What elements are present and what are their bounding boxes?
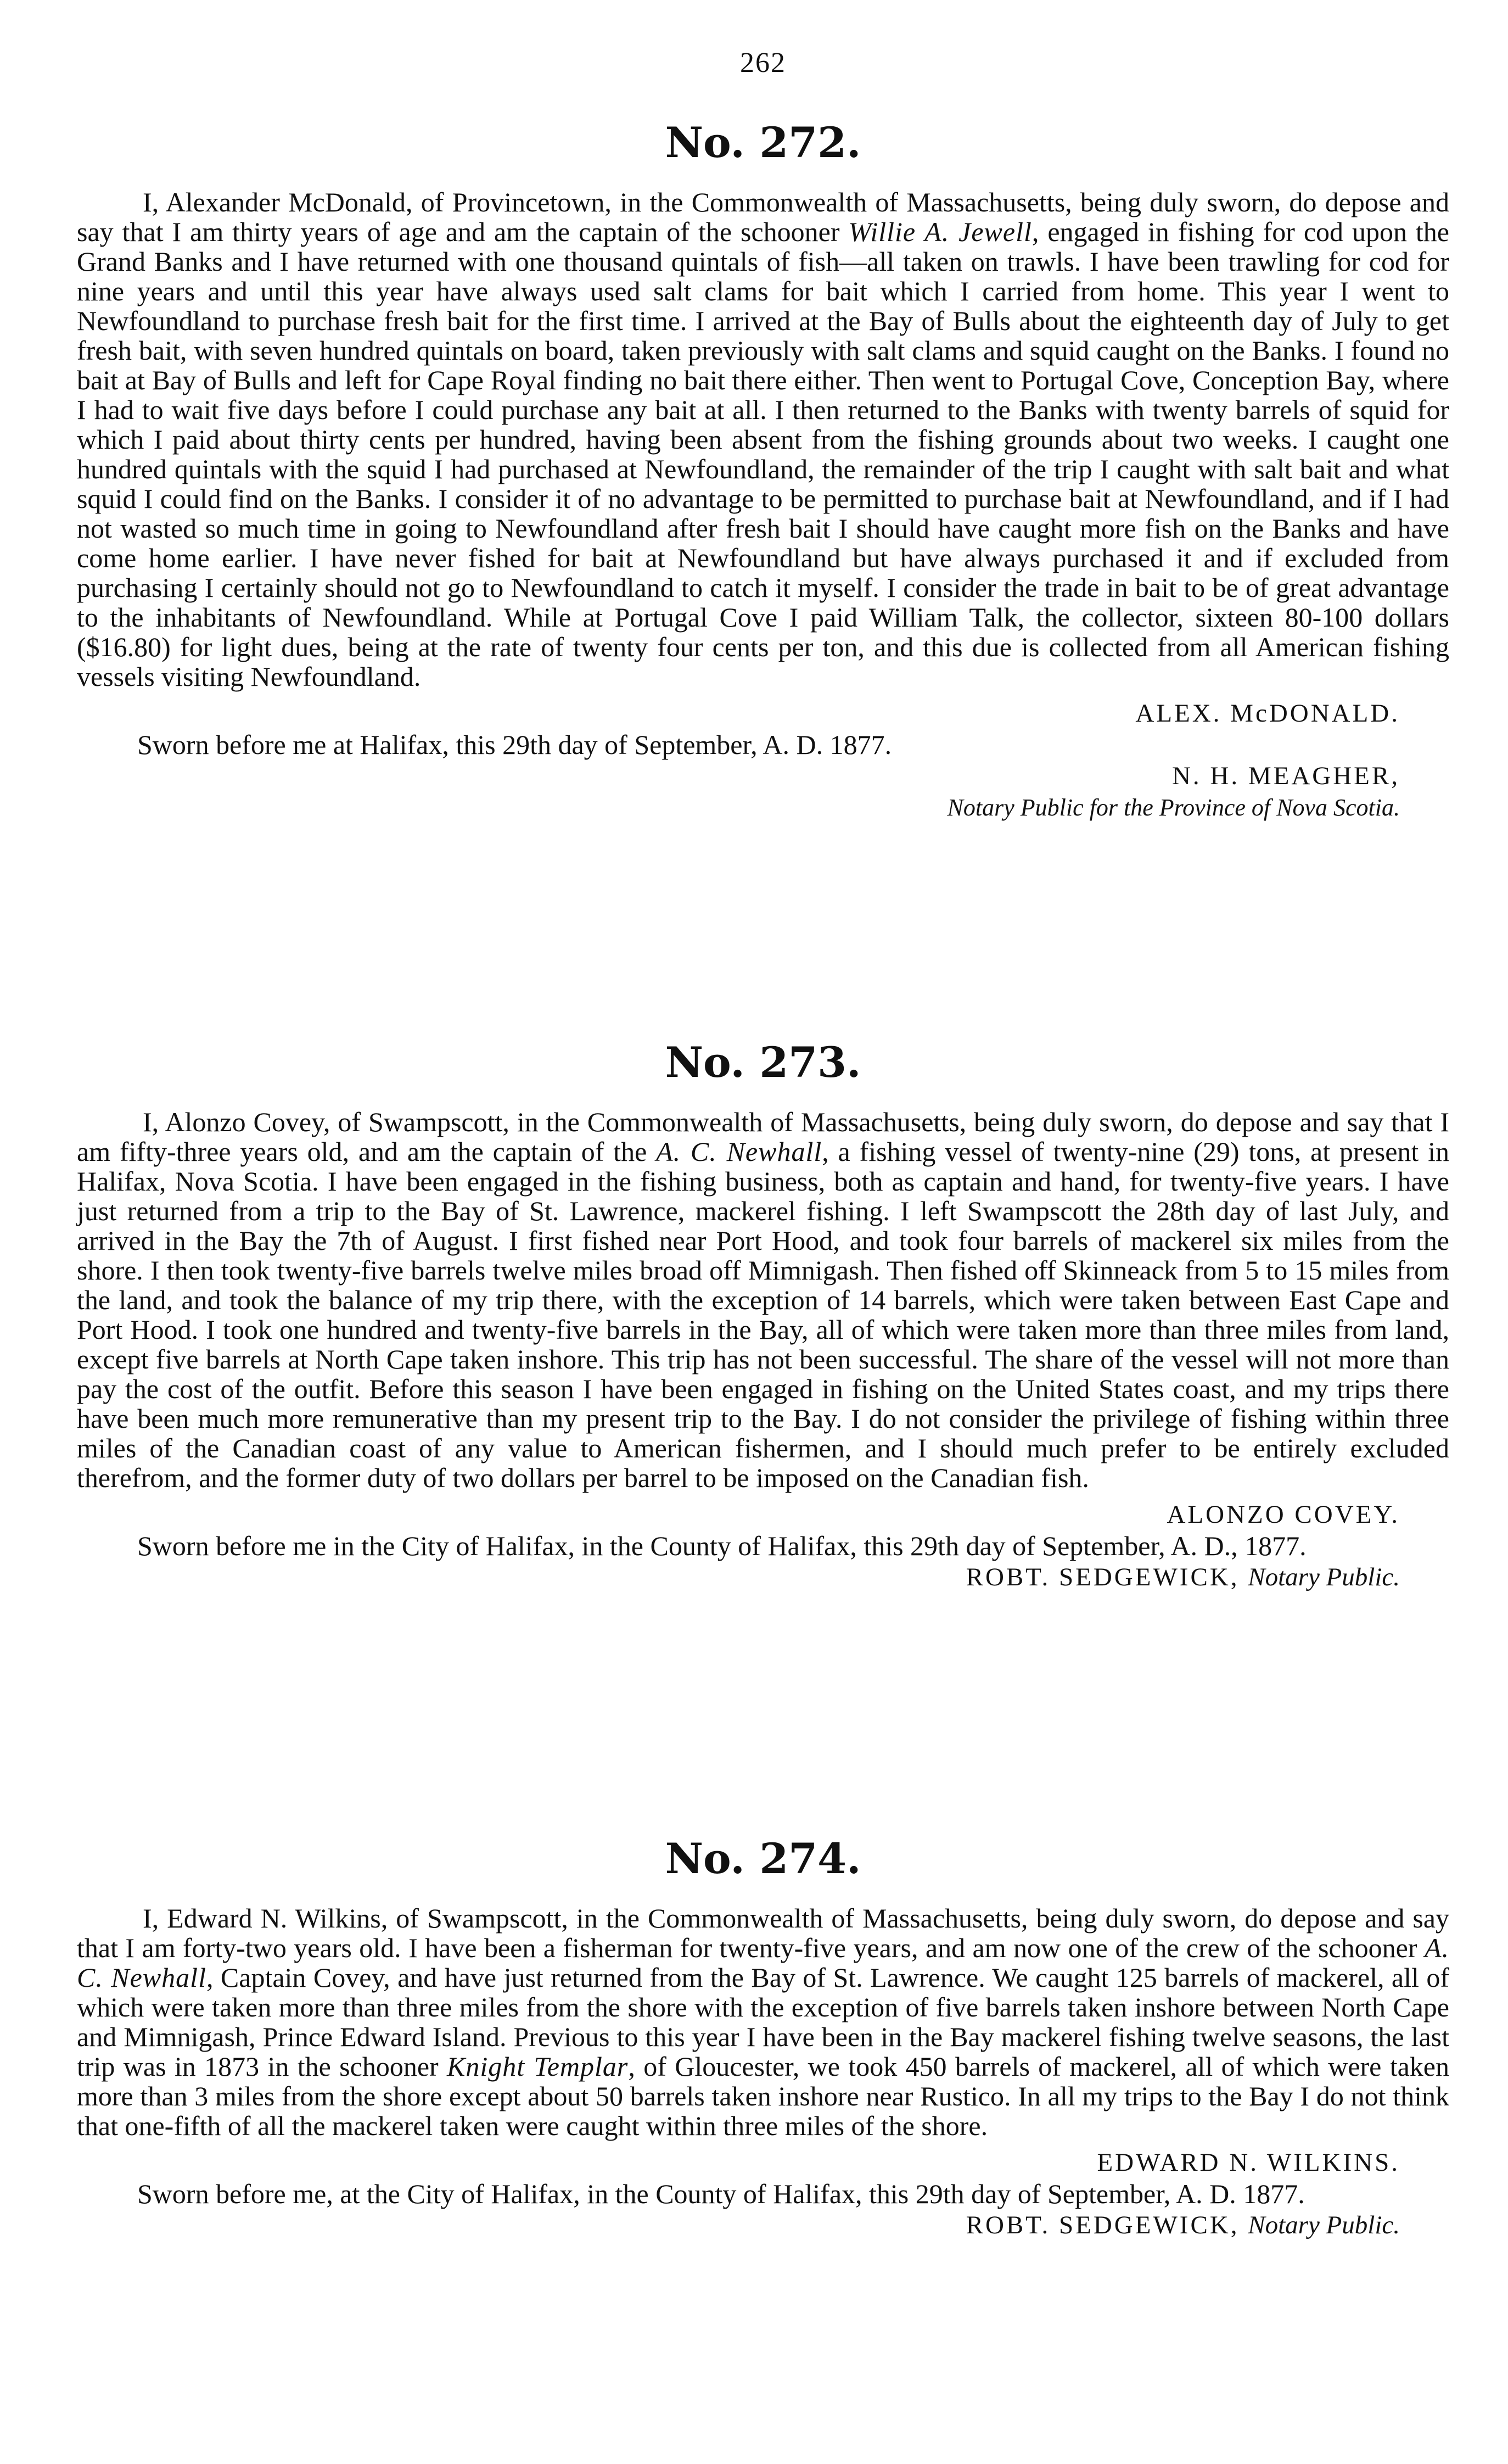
vessel-name: Knight Templar (447, 2051, 629, 2082)
signer-name: ALEX. McDONALD. (1135, 699, 1400, 728)
signer-name: ALONZO COVEY. (1167, 1500, 1400, 1529)
body-text-segment: , Captain Covey, and have just returned from the Bay of St. Lawrence. We caught 125 barrels of mackerel, all of which were taken more than three miles from the shore with the exception of five barrels taken inshore between North Cape and Mimnigash, Prince Edward Island. Previous to this year I have been in the Bay mackerel fishing twelve seasons, the last trip was in 1873 in the schooner (77, 1962, 1449, 2082)
affidavit-272 (77, 113, 1449, 823)
sworn-statement: Sworn before me at Halifax, this 29th day of September, A. D. 1877. (137, 729, 892, 760)
affidavit-body (77, 187, 1449, 691)
affidavit-heading: No. 273. (665, 1038, 861, 1087)
body-text-segment: I, Alexander McDonald, of Provincetown, in the Commonwealth of Massachusetts, being duly sworn, do depose and say that I am thirty years of age and am the captain of the schooner (77, 187, 1449, 247)
notary-name-text: ROBT. SEDGEWICK, (966, 2211, 1240, 2239)
body-text-segment: , of Gloucester, we took 450 barrels of mackerel, all of which were taken more than 3 miles from the shore except about 50 barrels taken inshore near Rustico. In all my trips to the Bay I do not think that one-fifth of all the mackerel taken were caught within three miles of the shore. (77, 2051, 1449, 2141)
affidavit-274 (77, 1829, 1449, 2242)
notary-title: Notary Public. (1248, 2211, 1400, 2239)
affidavit-body (77, 1107, 1449, 1493)
vessel-name: A. C. Newhall (656, 1136, 822, 1167)
sworn-statement: Sworn before me in the City of Halifax, in the County of Halifax, this 29th day of September, A. D., 1877. (137, 1530, 1307, 1561)
affidavit-heading: No. 274. (665, 1834, 861, 1883)
vessel-name: A. C. Newhall (77, 1932, 1449, 1993)
body-text-segment: I, Alonzo Covey, of Swampscott, in the Commonwealth of Massachusetts, being duly sworn, do depose and say that I am fifty-three years old, and am the captain of the (77, 1107, 1449, 1167)
body-text-segment: I, Edward N. Wilkins, of Swampscott, in the Commonwealth of Massachusetts, being duly sworn, do depose and say that I am forty-two years old. I have been a fisherman for twenty-five years, and am now one of the crew of the schooner (77, 1903, 1449, 1963)
notary-name: N. H. MEAGHER, (1171, 762, 1400, 790)
signer-name: EDWARD N. WILKINS. (1097, 2148, 1400, 2177)
affidavit-273 (77, 1032, 1449, 1594)
notary-name (77, 1561, 1449, 1594)
notary-title: Notary Public for the Province of Nova Scotia. (947, 794, 1400, 821)
vessel-name: Willie A. Jewell (848, 216, 1032, 247)
affidavit-body (77, 1903, 1449, 2141)
body-text-segment: , a fishing vessel of twenty-nine (29) tons, at present in Halifax, Nova Scotia. I have been engaged in the fishing business, both as captain and hand, for twenty-five years. I have just returned from a trip to the Bay of St. Lawrence, mackerel fishing. I left Swampscott the 28th day of last July, and arrived in the Bay the 7th of August. I first fished near Port Hood, and took four barrels of mackerel six miles from the shore. I then took twenty-five barrels twelve miles broad off Mimnigash. Then fished off Skinneack from 5 to 15 miles from the land, and took the balance of my trip there, with the exception of 14 barrels, which were taken between East Cape and Port Hood. I took one hundred and twenty-five barrels in the Bay, all of which were taken more than three miles from land, except five barrels at North Cape taken inshore. This trip has not been successful. The share of the vessel will not more than pay the cost of the outfit. Before this season I have been engaged in fishing on the United States coast, and my trips there have been much more remunerative than my present trip to the Bay. I do not consider the privilege of fishing within three miles of the Canadian coast of any value to American fishermen, and I should much prefer to be entirely excluded therefrom, and the former duty of two dollars per barrel to be imposed on the Canadian fish. (77, 1136, 1449, 1493)
page-number: 262 (740, 47, 786, 79)
notary-name-text: ROBT. SEDGEWICK, (966, 1563, 1240, 1591)
notary-title: Notary Public. (1248, 1563, 1400, 1591)
notary-name (77, 2209, 1449, 2242)
affidavit-heading: No. 272. (665, 118, 861, 167)
body-text-segment: , engaged in fishing for cod upon the Grand Banks and I have returned with one thousand quintals of fish—all taken on trawls. I have been trawling for cod for nine years and until this year have always used salt clams for bait which I carried from home. This year I went to Newfoundland to purchase fresh bait for the first time. I arrived at the Bay of Bulls about the eighteenth day of July to get fresh bait, with seven hundred quintals on board, taken previously with salt clams and squid caught on the Banks. I found no bait at Bay of Bulls and left for Cape Royal finding no bait there either. Then went to Portugal Cove, Conception Bay, where I had to wait five days before I could purchase any bait at all. I then returned to the Banks with twenty barrels of squid for which I paid about thirty cents per hundred, having been absent from the fishing grounds about two weeks. I caught one hundred quintals with the squid I had purchased at Newfoundland, the remainder of the trip I caught with salt bait and what squid I could find on the Banks. I consider it of no advantage to be permitted to purchase bait at Newfoundland, and if I had not wasted so much time in going to Newfoundland after fresh bait I should have caught more fish on the Banks and have come home earlier. I have never fished for bait at Newfoundland but have always purchased it and if excluded from purchasing I certainly should not go to Newfoundland to catch it myself. I consider the trade in bait to be of great advantage to the inhabitants of Newfoundland. While at Portugal Cove I paid William Talk, the collector, sixteen 80-100 dollars ($16.80) for light dues, being at the rate of twenty four cents per ton, and this due is collected from all American fishing vessels visiting Newfoundland. (77, 216, 1450, 692)
sworn-statement: Sworn before me, at the City of Halifax, in the County of Halifax, this 29th day of September, A. D. 1877. (137, 2178, 1305, 2209)
